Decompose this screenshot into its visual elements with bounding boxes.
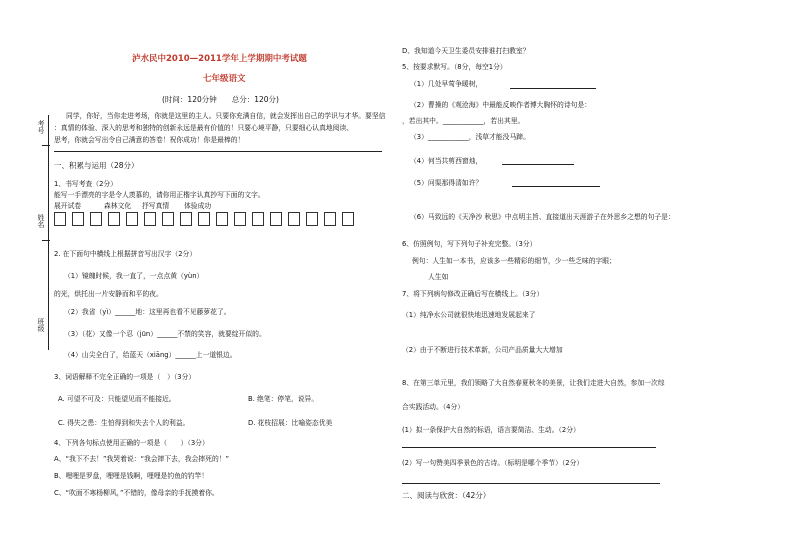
q1-desc: 能写一手漂亮的字是令人羡慕的，请你用正楷字认真抄写下面的文字。 [54,191,265,199]
q2-title: 2. 在下面句中横线上根据拼音写出汉字（2分） [54,250,197,258]
time-score: (时间：120分钟 总分：120分) [162,95,279,104]
q1-word-3: 抒写真情 [142,202,170,210]
q1-word-2: 森林文化 [104,202,132,210]
q2-line-2: （2）我省（yì）______地：这里再也看不见藤萝花了。 [64,308,231,316]
q5-blank-4[interactable] [502,164,574,165]
sidebar-class: 班级 [37,318,45,332]
grid-cell[interactable] [342,212,354,226]
grid-cell[interactable] [198,212,210,226]
q4-title: 4、下列各句标点使用正确的一项是（ ）（3分） [54,439,209,447]
seal-line [48,115,49,350]
grid-cell[interactable] [252,212,264,226]
q4-option-c: C、“吹面不寒杨柳风，”不错的，像母亲的手抚摸着你。 [54,489,219,497]
q5-item-3: （3）____________，浅草才能没马蹄。 [410,133,530,141]
q1-word-1: 展开试卷 [54,202,82,210]
grid-cell[interactable] [72,212,84,226]
q8-item-2: (2）写一句赞美四季景色的古诗。（标明是哪个季节）（2分） [402,459,584,467]
q3-option-d: D. 花枝招展：比喻姿态优美 [248,419,333,427]
q5-blank-5[interactable] [512,186,600,187]
grid-cell[interactable] [270,212,282,226]
q8-title: 8、在第三单元里，我们领略了大自然春夏秋冬的美景，让我们走进大自然，参加一次综 [402,379,665,387]
q8-item-1: (1）拟一条保护大自然的标语，语言要简洁、生动。（2分） [402,426,580,434]
q7-title: 7、将下列病句修改正确后写在横线上。（3分） [402,290,544,298]
sidebar-exam-no: 考号 [37,120,45,134]
q2-line-4: （4）山尖全白了，给蓝天（xiāng）______上一道银边。 [64,351,237,359]
q8-blank-2[interactable] [402,483,660,484]
q6-blank-prefix: 人生如 [428,273,449,281]
q8-title-2: 合实践活动。（4分） [402,403,465,411]
q8-blank-1[interactable] [402,447,656,448]
grid-cell[interactable] [306,212,318,226]
q4-option-a: A、“我下不去！”我哭着说：“我会摔下去，我会摔死的！” [54,455,230,463]
q4-option-d: D、我知道今天卫生委员安排谁打扫教室？ [402,47,530,55]
q5-item-5: （5）问渠那得清如许？ [410,179,483,187]
grade-subject: 七年级语文 [203,74,246,84]
intro-line-1: 同学，你好，当你走进考场，你就是这里的主人。只要你充满自信，就会发挥出自己的学识与才华。要坚信 [66,112,386,120]
section1-heading: 一、积累与运用（28分） [54,161,139,170]
grid-cell[interactable] [126,212,138,226]
q7-item-1: （1）纯净水公司就很快地迅速地发展起来了 [402,311,536,319]
grid-cell[interactable] [216,212,228,226]
q3-option-c: C. 得失之患：生怕得到和失去个人的利益。 [58,419,190,427]
grid-cell[interactable] [54,212,66,226]
intro-line-3: 思考，你就会写出令自己满意的答卷！祝你成功！你是最棒的！ [54,136,245,144]
q1-title: 1、书写考查（2分） [54,180,118,188]
q3-option-b: B. 绝笔：停笔，说异。 [248,395,319,403]
grid-cell[interactable] [144,212,156,226]
q5-item-2: （2）曹操的《观沧海》中最能反映作者博大胸怀的诗句是： [410,101,592,109]
section2-heading: 二、阅读与欣赏：（42分） [402,491,491,500]
grid-cell[interactable] [288,212,300,226]
q2-line-1: （1）镜魄时候，我一直了，一点点黄（yùn） [64,272,204,280]
grid-cell[interactable] [324,212,336,226]
q2-line-1b: 的光，烘托出一片安静而和平的夜。 [54,290,163,298]
q7-item-2: （2）由于不断进行技术革新，公司产品质量大大增加 [402,346,563,354]
q5-item-4: （4）何当共剪西窗烛， [410,157,483,165]
q2-line-3: （3）（花）又像一个忍（jūn）______不禁的笑容，就要绽开似的。 [64,330,266,338]
q6-example: 例句：人生如一本书，应该多一些精彩的细节，少一些乏味的字眼； [412,257,616,265]
grid-cell[interactable] [162,212,174,226]
q6-title: 6、仿照例句，写下列句子补充完整。（3分） [402,240,537,248]
name-line [42,240,50,241]
intro-divider [54,151,382,152]
q5-item-1: （1）几处早莺争暖树， [410,80,483,88]
grid-cell[interactable] [234,212,246,226]
exam-no-line [42,145,50,146]
writing-grid[interactable] [54,212,354,228]
q4-option-b: B、哩哩是罗盘，哩哩是钱啊，哩哩是钓鱼的钓竿！ [54,472,209,480]
q3-option-a: A. 可望不可及：只能望见而不能接近。 [58,395,176,403]
grid-cell[interactable] [90,212,102,226]
school-title: 泸水民中2010—2011学年上学期期中考试题 [132,54,307,64]
q5-item-2b: ，若出其中。____________，若出其里。 [402,117,525,125]
q5-title: 5、按要求默写。（8分，每空1分） [402,63,507,71]
q5-blank-1[interactable] [510,88,596,89]
grid-cell[interactable] [108,212,120,226]
sidebar-name: 姓名 [37,214,45,228]
q1-word-4: 体验成功 [184,202,212,210]
q5-item-6: （6）马致远的《天净沙 秋思》中点明主旨、直接道出天涯游子在外思乡之想的句子是： [410,213,675,221]
q3-title: 3、词语解释不完全正确的一项是（ ）（3分） [54,373,196,381]
grid-cell[interactable] [180,212,192,226]
intro-line-2: ：真情的体验、深入的思考和独特的创新永远是最有价值的！只要心境平静，只要细心认真地阅读、 [54,124,354,132]
